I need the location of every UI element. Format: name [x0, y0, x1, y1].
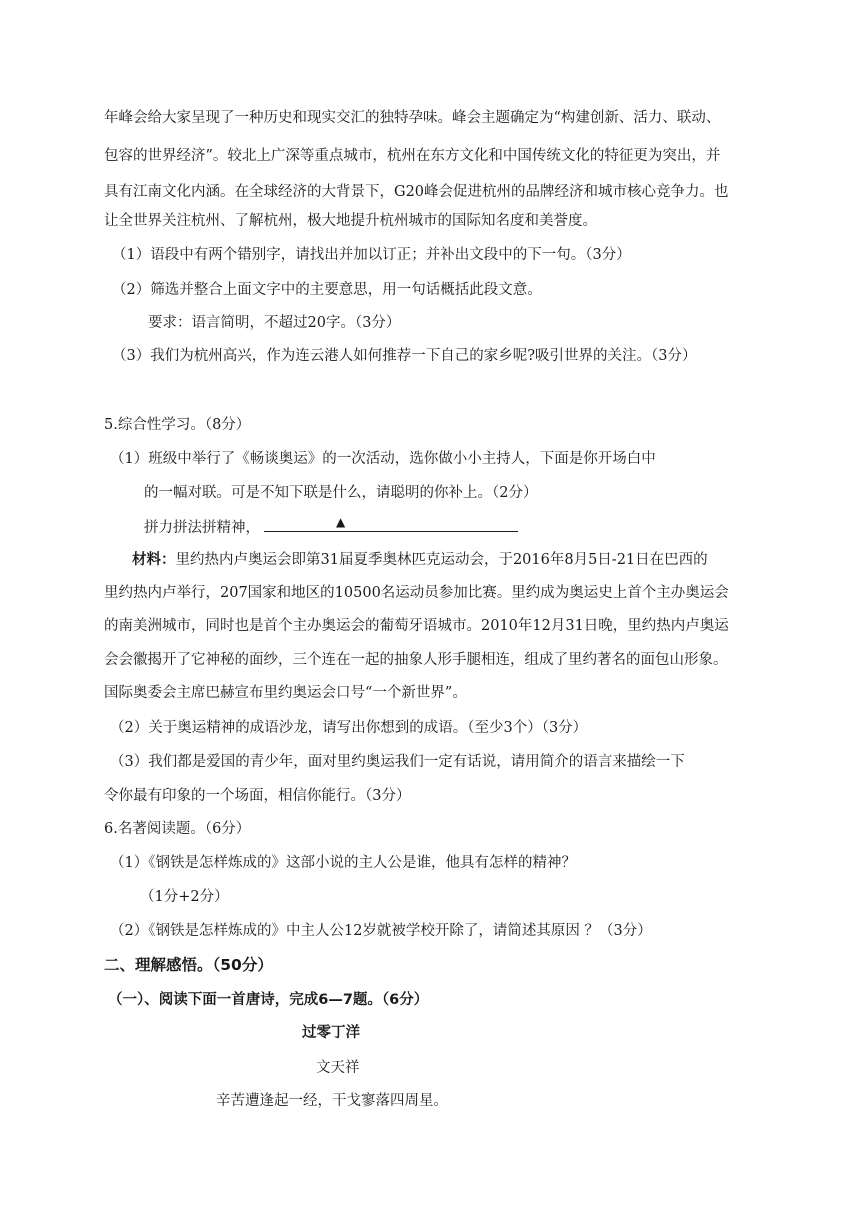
material-line-5: 国际奥委会主席巴赫宣布里约奥运会口号“一个新世界”。	[104, 685, 467, 701]
q6-title: 6.名著阅读题。（6分）	[104, 821, 251, 837]
q4-sub2-requirement: 要求：语言简明，不超过20字。（3分）	[148, 315, 401, 331]
q5-sub3-line-2: 令你最有印象的一个场面，相信你能行。（3分）	[104, 788, 411, 804]
q5-sub3-line-1: （3）我们都是爱国的青少年，面对里约奥运我们一定有话说，请用简介的语言来描绘一下	[110, 754, 685, 770]
material-line-1	[132, 550, 708, 570]
passage-line-3: 具有江南文化内涵。在全球经济的大背景下，G20峰会促进杭州的品牌经济和城市核心竞争力。也	[104, 184, 729, 200]
passage-line-1: 年峰会给大家呈现了一种历史和现实交汇的独特孕味。峰会主题确定为“构建创新、活力、联动、	[104, 110, 721, 126]
couplet-first-half: 拼力拼法拼精神，	[144, 520, 260, 536]
q4-sub2: （2）筛选并整合上面文字中的主要意思，用一句话概括此段文意。	[112, 282, 542, 298]
material-line-3: 的南美洲城市，同时也是首个主办奥运会的葡萄牙语城市。2010年12月31日晚，里约热内卢奥运	[104, 618, 729, 634]
poem-line-1: 辛苦遭逢起一经，干戈寥落四周星。	[216, 1093, 448, 1109]
q5-sub1-line-2: 的一幅对联。可是不知下联是什么，请聪明的你补上。（2分）	[144, 485, 538, 501]
material-line-2: 里约热内卢举行，207国家和地区的10500名运动员参加比赛。里约成为奥运史上首个主办奥运会	[104, 585, 729, 601]
q6-sub1-score: （1分+2分）	[140, 889, 229, 905]
couplet-answer-blank[interactable]	[264, 515, 518, 532]
section-2-part-1: （一）、阅读下面一首唐诗，完成6—7题。（6分）	[108, 992, 429, 1008]
poem-author: 文天祥	[316, 1060, 360, 1076]
couplet-line	[144, 515, 518, 538]
material-label: 材料：	[132, 552, 176, 568]
q5-sub2: （2）关于奥运精神的成语沙龙，请写出你想到的成语。（至少3个）（3分）	[110, 720, 588, 736]
q6-sub1: （1）《钢铁是怎样炼成的》这部小说的主人公是谁，他具有怎样的精神？	[110, 855, 576, 871]
material-text-1: 里约热内卢奥运会即第31届夏季奥林匹克运动会，于2016年8月5日-21日在巴西的	[175, 552, 708, 568]
triangle-marker-icon: ▲	[336, 515, 346, 529]
section-2-title: 二、理解感悟。（50分）	[104, 956, 273, 974]
material-line-4: 会会徽揭开了它神秘的面纱，三个连在一起的抽象人形手腿相连，组成了里约著名的面包山形象。	[104, 652, 728, 668]
passage-line-2: 包容的世界经济”。较北上广深等重点城市，杭州在东方文化和中国传统文化的特征更为突出，并	[104, 148, 721, 164]
poem-title: 过零丁洋	[302, 1025, 360, 1041]
q4-sub1: （1）语段中有两个错别字，请找出并加以订正；并补出文段中的下一句。（3分）	[112, 247, 631, 263]
q4-sub3: （3）我们为杭州高兴，作为连云港人如何推荐一下自己的家乡呢?吸引世界的关注。（3分）	[112, 348, 697, 364]
passage-line-4: 让全世界关注杭州、了解杭州，极大地提升杭州城市的国际知名度和美誉度。	[104, 213, 597, 229]
q6-sub2: （2）《钢铁是怎样炼成的》中主人公12岁就被学校开除了，请简述其原因 ？（3分）	[110, 923, 652, 939]
q5-sub1-line-1: （1）班级中举行了《畅谈奥运》的一次活动，选你做小小主持人，下面是你开场白中	[110, 451, 656, 467]
q5-title: 5.综合性学习。（8分）	[104, 417, 251, 433]
